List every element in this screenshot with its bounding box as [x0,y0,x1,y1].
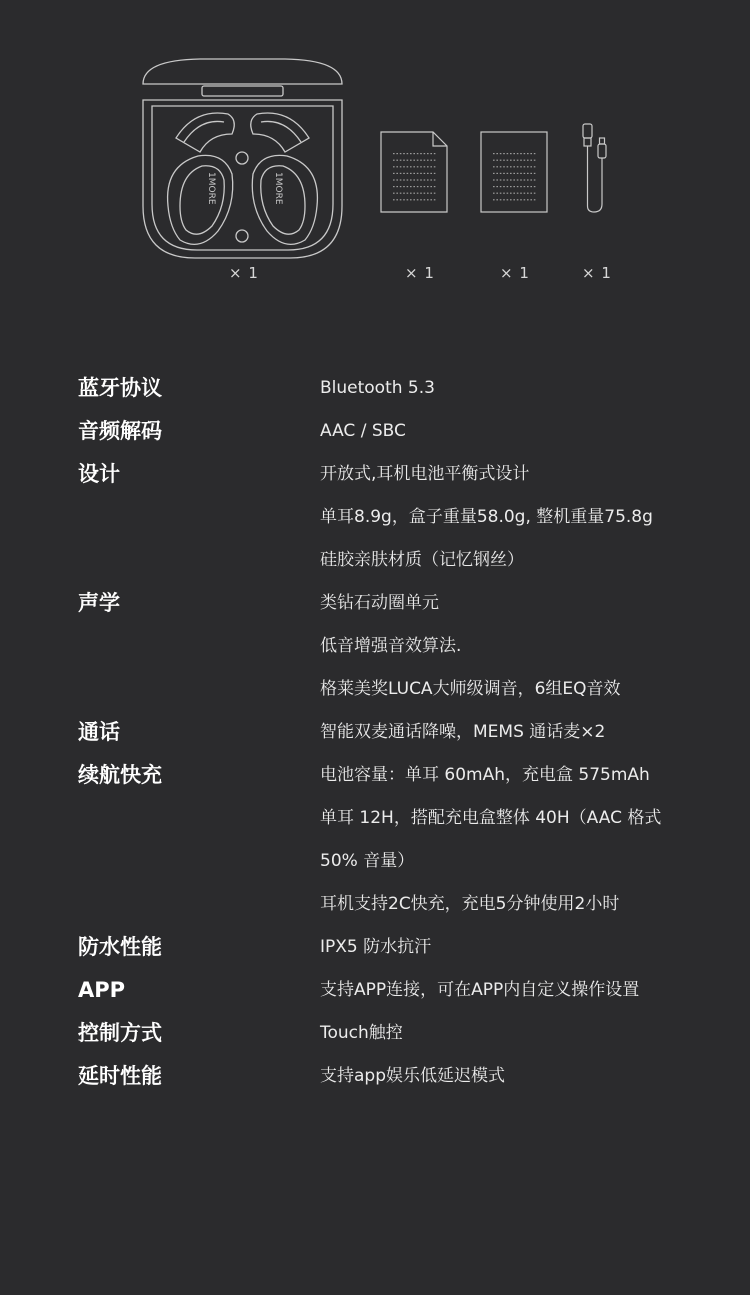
spec-row [78,367,688,410]
spec-values [320,367,688,410]
spec-value: IPX5 防水抗汗 [320,937,432,957]
quantity-label: × 1 [405,264,435,282]
spec-value: Touch触控 [320,1023,403,1043]
spec-value: 低音增强音效算法. [320,636,462,656]
spec-label: APP [78,978,126,1002]
spec-values [320,969,688,1012]
spec-row [78,410,688,453]
quantity-label: × 1 [229,264,259,282]
spec-label: 续航快充 [78,763,162,787]
spec-value: 耳机支持2C快充，充电5分钟使用2小时 [320,894,620,914]
spec-value: 单耳8.9g，盒子重量58.0g, 整机重量75.8g [320,507,653,527]
earbuds-case-icon [140,56,345,262]
spec-value: 电池容量：单耳 60mAh，充电盒 575mAh [320,765,650,785]
spec-row [78,582,688,711]
spec-values [320,711,688,754]
spec-label: 音频解码 [78,419,162,443]
quantity-label: × 1 [500,264,530,282]
usb-c-cable-icon [578,122,612,216]
spec-values [320,453,688,582]
spec-values [320,926,688,969]
spec-values [320,582,688,711]
spec-value: 智能双麦通话降噪，MEMS 通话麦×2 [320,722,606,742]
spec-value: 支持app娱乐低延迟模式 [320,1066,505,1086]
spec-label: 声学 [78,591,120,615]
spec-label: 蓝牙协议 [78,376,162,400]
manual-card-icon [380,131,448,213]
spec-row [78,926,688,969]
spec-value: 50% 音量） [320,851,415,871]
quantity-label: × 1 [582,264,612,282]
warranty-card-icon [480,131,548,213]
spec-label: 防水性能 [78,935,162,959]
spec-value: Bluetooth 5.3 [320,378,435,398]
spec-row [78,1012,688,1055]
spec-value: 开放式,耳机电池平衡式设计 [320,464,530,484]
spec-row [78,754,688,926]
spec-values [320,754,688,926]
spec-value: 类钻石动圈单元 [320,593,439,613]
spec-row [78,711,688,754]
spec-row [78,1055,688,1098]
spec-row [78,453,688,582]
spec-label: 通话 [78,720,120,744]
case-brand-right: 1MORE [273,172,283,205]
spec-row [78,969,688,1012]
spec-value: AAC / SBC [320,421,406,441]
spec-value: 单耳 12H，搭配充电盒整体 40H（AAC 格式 [320,808,662,828]
spec-value: 支持APP连接，可在APP内自定义操作设置 [320,980,640,1000]
spec-value: 格莱美奖LUCA大师级调音，6组EQ音效 [320,679,621,699]
spec-label: 延时性能 [78,1064,162,1088]
spec-label: 设计 [78,462,120,486]
spec-table [78,367,688,1098]
spec-value: 硅胶亲肤材质（记忆钢丝） [320,550,524,570]
spec-label: 控制方式 [78,1021,162,1045]
spec-values [320,410,688,453]
spec-values [320,1055,688,1098]
package-contents [0,0,750,300]
spec-values [320,1012,688,1055]
case-brand-left: 1MORE [206,172,216,205]
